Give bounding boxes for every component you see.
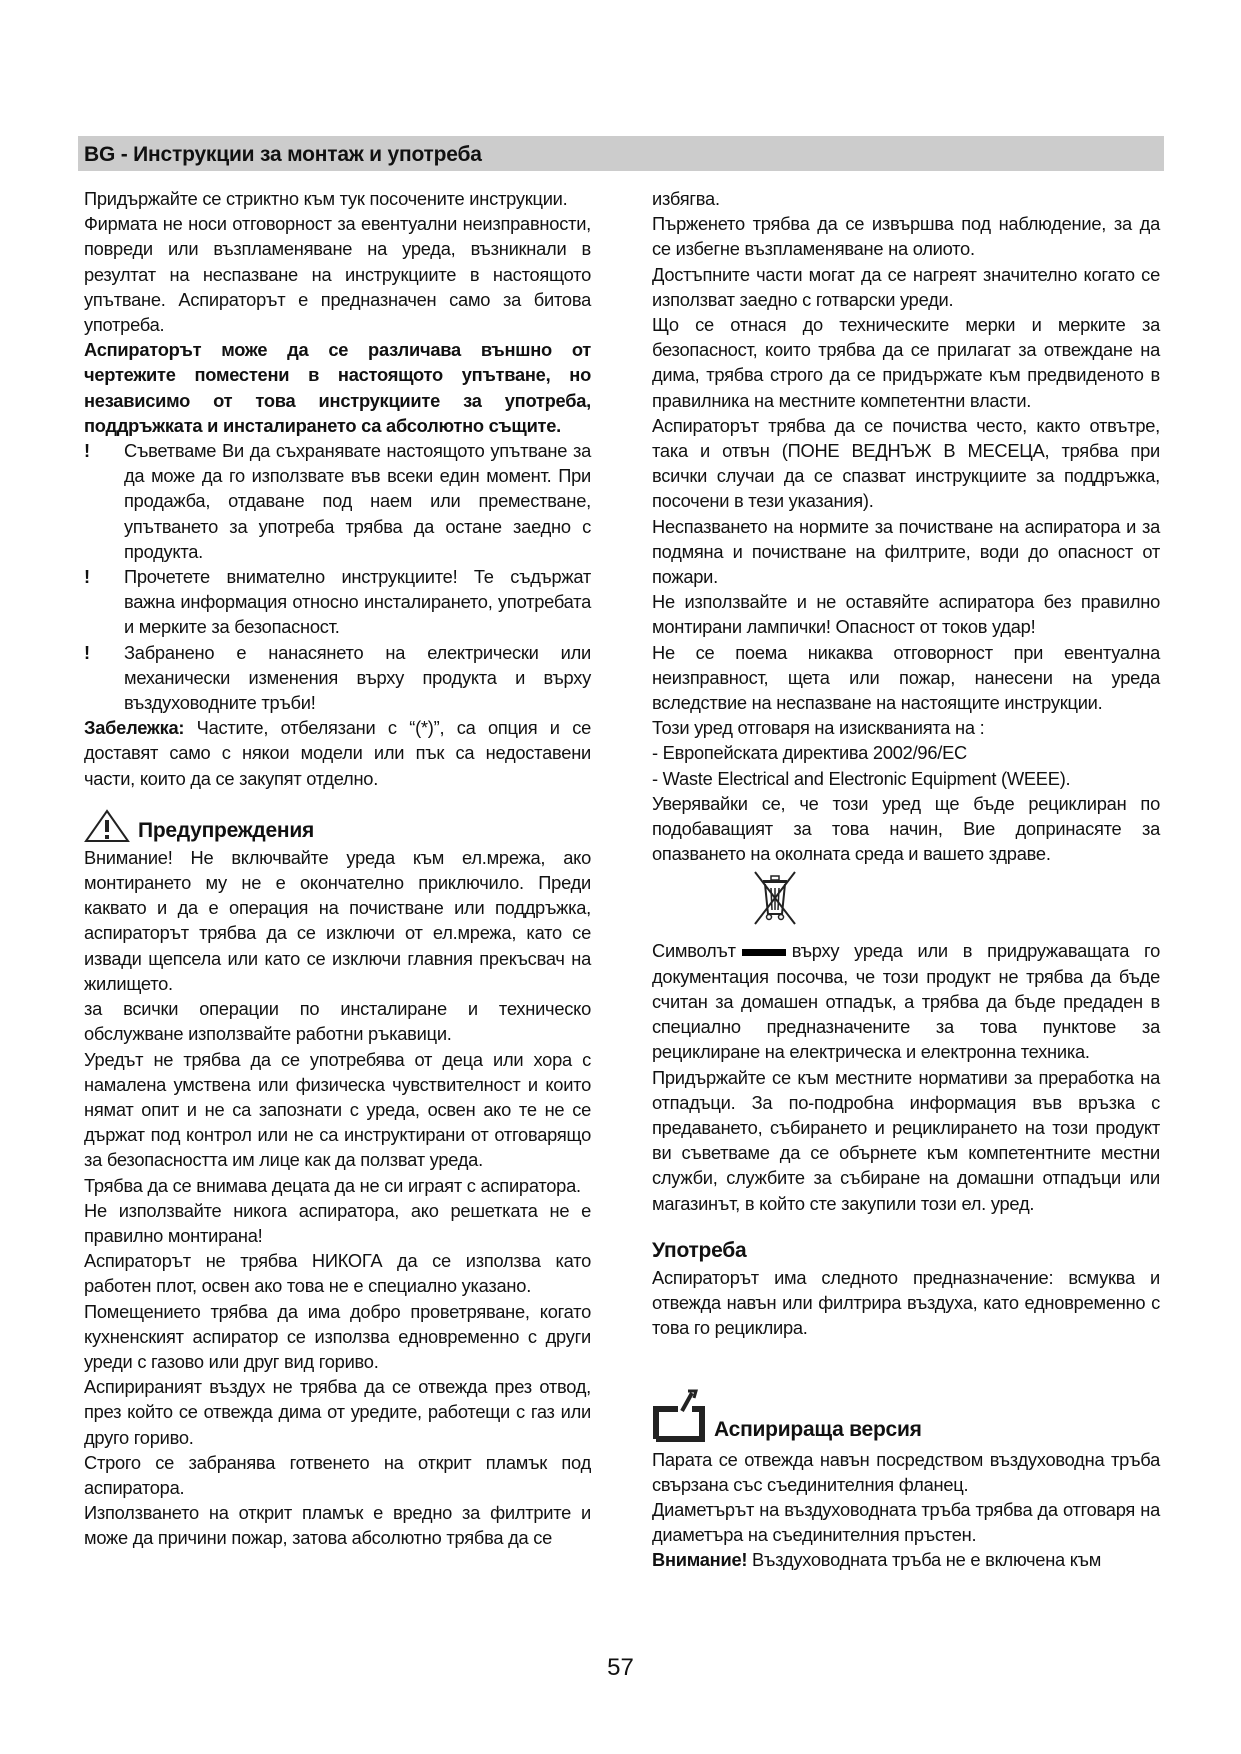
symbol-text-start: Символът: [652, 940, 736, 962]
paragraph: Придържайте се към местните нормативи за преработка на отпадъци. За по-подробна информация във връзка с предаването, събирането и рециклирането на този продукт ви съветваме да се обърнете към компетентните местни служби, службите за събиране на домашни отпадъци или магазинът, в който сте закупили този ел. уред.: [652, 1066, 1160, 1214]
paragraph: Не се поема никаква отговорност при евентуална неизправност, щета или пожар, нанесени на уреда вследствие на неспазване на настоящите инструкции.: [652, 641, 1160, 714]
weee-symbol: [652, 868, 1160, 932]
warning-paragraph: Не използвайте никога аспиратора, ако решетката не е правилно монтирана!: [84, 1199, 591, 1246]
liability-paragraph: Фирмата не носи отговорност за евентуални неизправности, повреди или възпламеняване на уреда, възникнали в резултат на неспазване на инструкциите в настоящото упътване. Аспираторът е предназначен само за битова употреба.: [84, 213, 591, 336]
header-bar: [78, 136, 1164, 171]
note-text: Частите, отбелязани с “(*)”, са опция и се доставят само с някои модели или пък са недоставени части, които да се закупят отделно.: [84, 717, 591, 789]
crossed-bin-icon: [747, 868, 803, 930]
warning-paragraph: Строго се забранява готвенето на открит пламък под аспиратора.: [84, 1451, 591, 1498]
bullet-text: Забранено е нанасянето на електрически или механически изменения върху продукта и върху въздуховодните тръби!: [124, 641, 591, 714]
attention-paragraph: [652, 1547, 1160, 1572]
warning-paragraph: Внимание! Не включвайте уреда към ел.мрежа, ако монтирането му не е окончателно приключило. Преди каквато и да е операция на почистване или поддръжка, аспираторът трябва да се изключи от ел.мрежа, като се извади щепсела или като се изключи главния прекъсвач на жилището.: [84, 846, 591, 994]
paragraph: Що се отнася до техническите мерки и мерките за безопасност, които трябва да се прилагат за отвеждане на дима, трябва строго да се придържате към предвиденото в правилника на местните компетентни власти.: [652, 314, 1160, 411]
paragraph: Аспираторът трябва да се почиства често, както отвътре, така и отвън (ПОНЕ ВЕДНЪЖ В МЕСЕЦА, трябва при всички случаи да се спазват инструкциите за поддръжка, посочени в тези указания).: [652, 414, 1160, 512]
warnings-heading: [84, 809, 591, 843]
bullet-text: Прочетете внимателно инструкциите! Те съдържат важна информация относно инсталирането, употребата и мерките за безопасност.: [124, 566, 591, 638]
warning-paragraph: Аспираторът не трябва НИКОГА да се използва като работен плот, освен ако това не е специално указано.: [84, 1250, 591, 1297]
paragraph: Не използвайте и не оставяйте аспиратора без правилно монтирани лампички! Опасност от токов удар!: [652, 591, 1160, 638]
usage-paragraph: Аспираторът има следното предназначение: всмуква и отвежда навън или филтрира въздуха, като едновременно с това го рециклира.: [652, 1266, 1160, 1339]
aspirating-paragraph: Парата се отвежда навън посредством въздуховодна тръба свързана със съединителния фланец.: [652, 1448, 1160, 1495]
note-label: Забележка:: [84, 717, 185, 739]
paragraph: Пърженето трябва да се извършва под наблюдение, за да се избегне възпламеняване на олиото.: [652, 213, 1160, 260]
left-column: [84, 186, 591, 1551]
warning-paragraph: Използването на открит пламък е вредно за филтрите и може да причини пожар, затова абсолютно трябва да се: [84, 1502, 591, 1549]
warning-paragraph: Аспирираният въздух не трябва да се отвежда през отвод, през който се отвежда дима от уредите, работещи с газ или друго гориво.: [84, 1376, 591, 1448]
attention-label: Внимание!: [652, 1549, 748, 1571]
warnings-title: Предупреждения: [138, 818, 315, 842]
bullet-item: [84, 564, 591, 640]
paragraph: избягва.: [652, 188, 720, 209]
exclamation-icon: !: [84, 641, 90, 663]
warning-paragraph: Уредът не трябва да се употребява от деца или хора с намалена умствена или физическа чувствителност и които нямат опит и не са запознати с уреда, освен ако те не се държат под контрол или не са инструктирани от отговарящо за безопасността им лице как да ползват уреда.: [84, 1048, 591, 1171]
right-column: [652, 186, 1160, 1573]
bullet-item: [84, 640, 591, 716]
page-number: 57: [607, 1654, 634, 1681]
exclamation-icon: !: [84, 440, 90, 462]
warning-paragraph: Трябва да се внимава децата да не си играят с аспиратора.: [84, 1174, 581, 1196]
aspirating-paragraph: Диаметърът на въздуховодната тръба трябва да отговаря на диаметъра на съединителния пръстен.: [652, 1498, 1160, 1546]
aspirating-heading: [652, 1389, 1160, 1443]
intro-line: Придържайте се стриктно към тук посочените инструкции.: [84, 188, 568, 209]
paragraph: Уверявайки се, че този уред ще бъде рециклиран по подобаващият за това начин, Вие допринасяте за опазването на околната среда и вашето здраве.: [652, 792, 1160, 865]
warning-paragraph: Помещението трябва да има добро проветряване, когато кухненският аспиратор се използва едновременно с други уреди с газово или друг вид гориво.: [84, 1300, 591, 1372]
bullet-item: [84, 438, 591, 564]
exclamation-icon: !: [84, 566, 90, 588]
paragraph: Този уред отговаря на изискванията на :: [652, 717, 985, 739]
directive-line: - Европейската директива 2002/96/ЕС: [652, 742, 967, 764]
aspirating-title: Аспирираща версия: [714, 1418, 922, 1442]
paragraph: Неспазването на нормите за почистване на аспиратора и за подмяна и почистване на филтрите, води до опасност от пожари.: [652, 515, 1160, 588]
warning-paragraph: за всички операции по инсталиране и техническо обслужване използвайте работни ръкавици.: [84, 998, 591, 1045]
hood-exhaust-icon: [652, 1389, 706, 1443]
symbol-paragraph: [652, 938, 1160, 1064]
paragraph: Достъпните части могат да се нагреят значително когато се използват заедно с готварски уреди.: [652, 263, 1160, 310]
usage-heading: [652, 1238, 1160, 1263]
symbol-text-rest: върху уреда или в придружаващата го документация посочва, че този продукт не трябва да бъде считан за домашен отпадък, а трябва да бъде предаден в специално предназначените за това пунктове за рециклиране на електрическа и електронна техника.: [652, 940, 1160, 1063]
attention-text: Въздуховодната тръба не е включена към: [747, 1549, 1102, 1571]
note-paragraph: [84, 715, 591, 791]
black-bar-symbol-icon: [742, 949, 786, 956]
weee-line: - Waste Electrical and Electronic Equipment (WEEE).: [652, 767, 1071, 789]
usage-title: Употреба: [652, 1238, 747, 1262]
bullet-text: Съветваме Ви да съхранявате настоящото упътване за да може да го използвате във всеки един момент. При продажба, отдаване под наем или преместване, упътването за употреба трябва да остане заедно с продукта.: [124, 440, 591, 562]
page-title: BG - Инструкции за монтаж и употреба: [84, 143, 482, 166]
appearance-note: Аспираторът може да се различава външно от чертежите поместени в настоящото упътване, но независимо от това инструкциите за употреба, поддръжката и инсталирането са абсолютно същите.: [84, 339, 591, 436]
warning-triangle-icon: [84, 809, 130, 843]
